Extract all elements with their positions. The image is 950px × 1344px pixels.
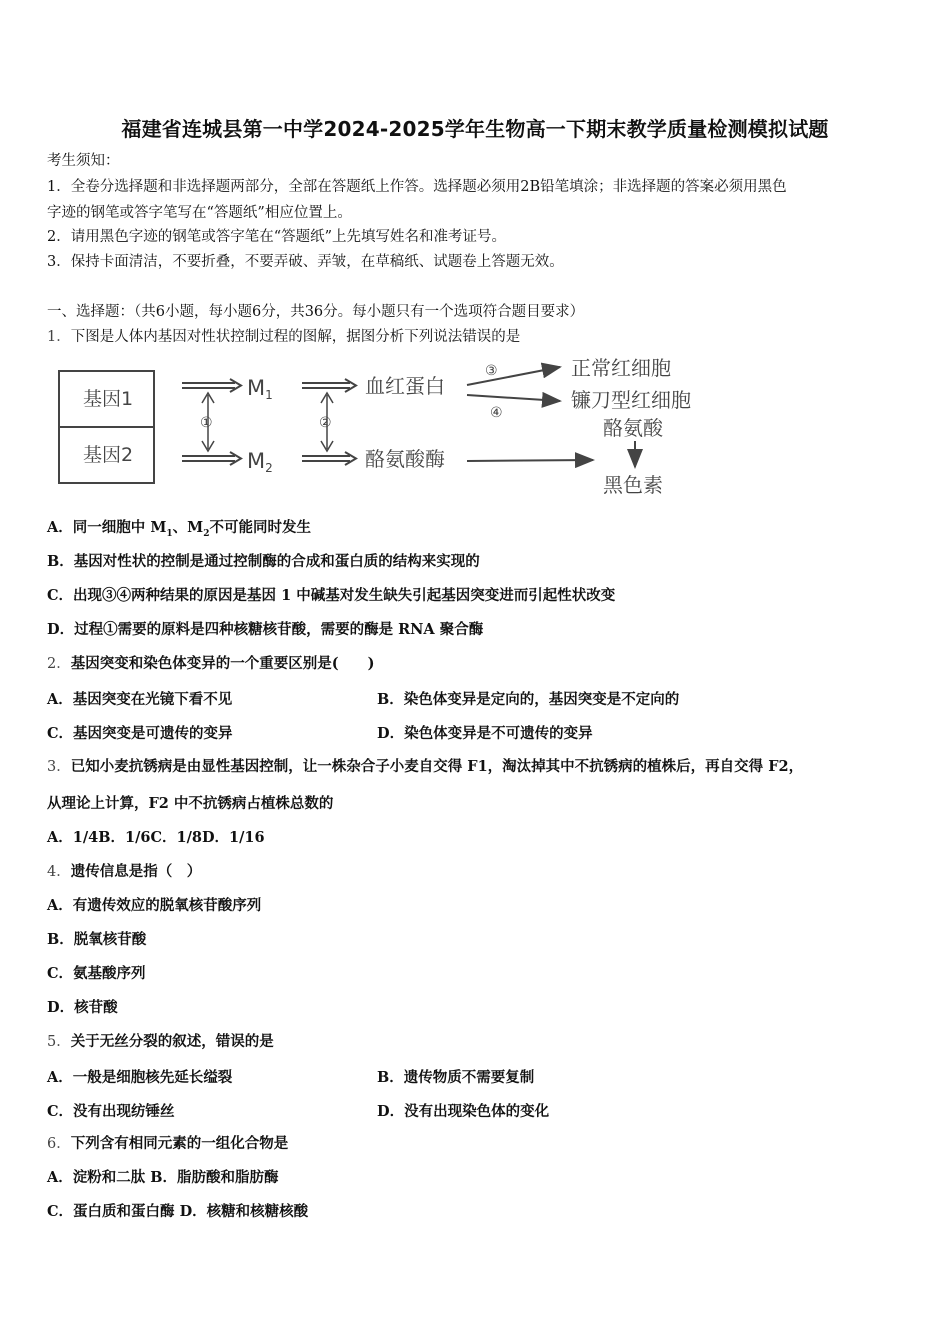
q1-option-c[interactable]: C．出现③④两种结果的原因是基因 1 中碱基对发生缺失引起基因突变进而引起性状改变 [47, 587, 616, 604]
sickle-rbc-label: 镰刀型红细胞 [571, 388, 691, 412]
question-1-stem [47, 327, 907, 347]
m1-label: M1 [247, 376, 273, 402]
q1-option-b[interactable]: B．基因对性状的控制是通过控制酶的合成和蛋白质的结构来实现的 [47, 553, 480, 570]
question-3-stem-cont: 从理论上计算，F2 中不抗锈病占植株总数的 [47, 795, 334, 812]
q6-options-cd[interactable]: C．蛋白质和蛋白酶 D．核糖和核糖核酸 [47, 1203, 309, 1220]
m2-label: M2 [247, 449, 273, 475]
q6-options-ab[interactable]: A．淀粉和二肽 B．脂肪酸和脂肪酶 [47, 1169, 279, 1186]
question-5-stem: 5．关于无丝分裂的叙述，错误的是 [47, 1033, 274, 1050]
q3-options[interactable]: A．1/4B．1/6C．1/8D．1/16 [47, 829, 265, 846]
question-6-stem: 6．下列含有相同元素的一组化合物是 [47, 1135, 289, 1152]
q2-option-a[interactable]: A．基因突变在光镜下看不见 [47, 691, 233, 708]
gene-control-diagram [55, 355, 720, 505]
notice-item-1-cont: 字迹的钢笔或答字笔写在“答题纸”相应位置上。 [47, 205, 352, 221]
q5-option-a[interactable]: A．一般是细胞核先延长缢裂 [47, 1069, 233, 1086]
q4-option-a[interactable]: A．有遗传效应的脱氧核苷酸序列 [47, 897, 262, 914]
hemoglobin-label: 血红蛋白 [365, 374, 445, 398]
translation-arrow-2 [302, 452, 356, 465]
notice-item-2: 2．请用黑色字迹的钢笔或答字笔在“答题纸”上先填写姓名和准考证号。 [47, 229, 507, 245]
q1-option-a[interactable]: A．同一细胞中 $M_1$、$M_2$不可能同时发生 [47, 519, 311, 539]
gene1-label: 基因1 [83, 388, 134, 410]
q5-option-c[interactable]: C．没有出现纺锤丝 [47, 1103, 175, 1120]
question-4-stem: 4．遗传信息是指（ ） [47, 863, 202, 880]
question-3-stem: 3．已知小麦抗锈病是由显性基因控制，让一株杂合子小麦自交得 F1，淘汰掉其中不抗锈病的植株后，再自交得 F2， [47, 758, 804, 775]
step-3-label: ③ [485, 363, 498, 379]
page-title: 福建省连城县第一中学2024-2025学年生物高一下期末教学质量检测模拟试题 [121, 117, 829, 141]
question-text: 下图是人体内基因对性状控制过程的图解，据图分析下列说法错误的是 [70, 329, 521, 345]
question-number: 1． [47, 329, 71, 345]
q4-option-b[interactable]: B．脱氧核苷酸 [47, 931, 147, 948]
section-heading: 一、选择题：（共6小题，每小题6分，共36分。每小题只有一个选项符合题目要求） [47, 304, 585, 320]
step-2-label: ② [319, 415, 332, 431]
step-3-arrow [467, 367, 560, 385]
q4-option-d[interactable]: D．核苷酸 [47, 999, 118, 1016]
tyrosinase-arrow [467, 460, 593, 461]
transcription-arrow-1 [182, 379, 241, 392]
question-2-stem: 2．基因突变和染色体变异的一个重要区别是( ) [47, 655, 375, 672]
gene2-label: 基因2 [83, 444, 134, 466]
normal-rbc-label: 正常红细胞 [571, 356, 671, 380]
q2-option-b[interactable]: B．染色体变异是定向的，基因突变是不定向的 [377, 691, 680, 708]
melanin-label: 黑色素 [603, 473, 663, 497]
tyrosinase-label: 酪氨酸酶 [365, 447, 445, 471]
tyrosine-label: 酪氨酸 [603, 416, 663, 440]
notice-item-3: 3．保持卡面清洁，不要折叠，不要弄破、弄皱，在草稿纸、试题卷上答题无效。 [47, 254, 564, 270]
q4-option-c[interactable]: C．氨基酸序列 [47, 965, 146, 982]
q5-option-b[interactable]: B．遗传物质不需要复制 [377, 1069, 535, 1086]
q5-option-d[interactable]: D．没有出现染色体的变化 [377, 1103, 550, 1120]
transcription-arrow-2 [182, 452, 241, 465]
notice-item-1: 1．全卷分选择题和非选择题两部分，全部在答题纸上作答。选择题必须用2B铅笔填涂；非选择题的答案必须用黑色 [47, 179, 787, 195]
q2-option-c[interactable]: C．基因突变是可遗传的变异 [47, 725, 233, 742]
step-4-label: ④ [490, 405, 503, 421]
step-4-arrow [467, 395, 560, 401]
q1-option-d[interactable]: D．过程①需要的原料是四种核糖核苷酸，需要的酶是 RNA 聚合酶 [47, 621, 484, 638]
step-1-label: ① [200, 415, 213, 431]
translation-arrow-1 [302, 379, 356, 392]
q2-option-d[interactable]: D．染色体变异是不可遗传的变异 [377, 725, 593, 742]
notice-heading: 考生须知： [47, 153, 120, 169]
